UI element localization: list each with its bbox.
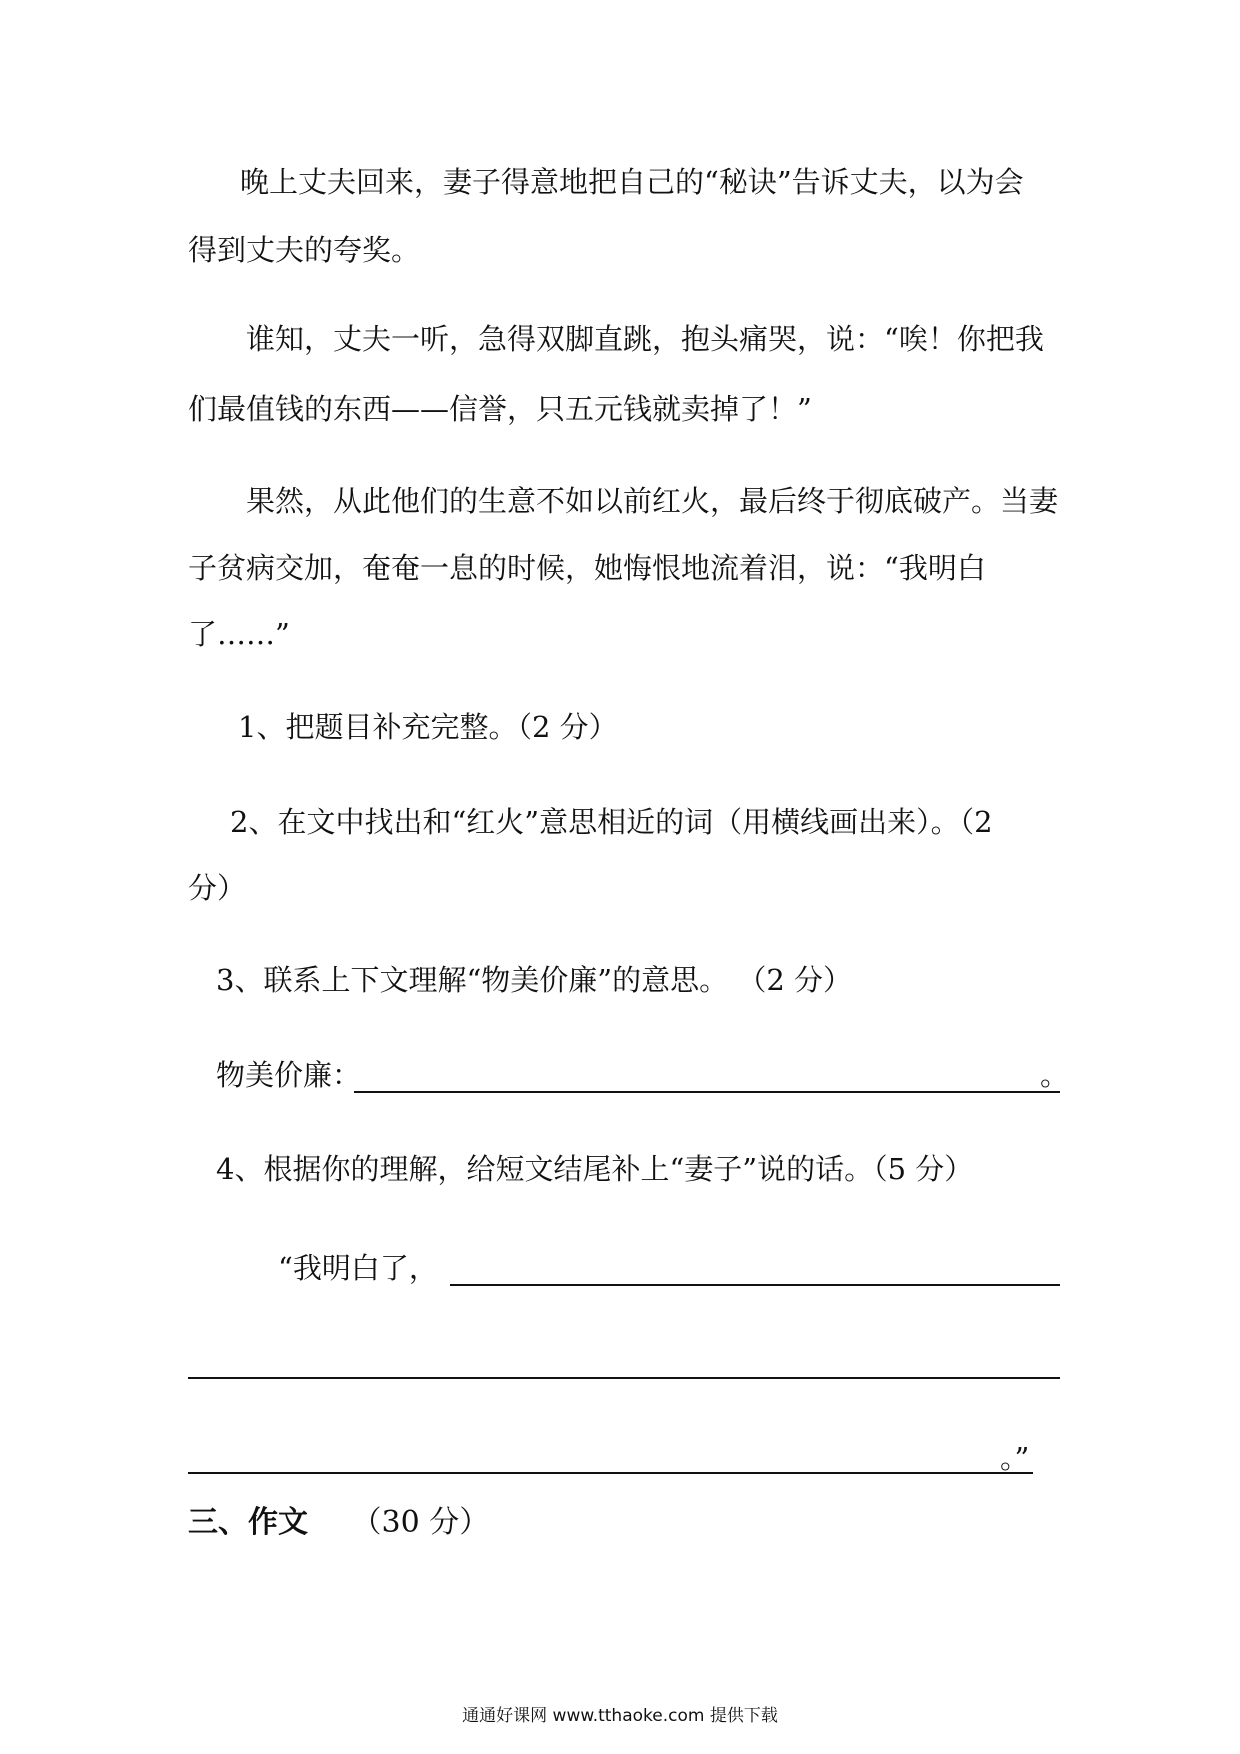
question-2-line1: 2、在文中找出和“红火”意思相近的词（用横线画出来）。（2 (230, 805, 993, 839)
story-p3-line3: 了……” (188, 617, 290, 651)
story-p2-line2: 们最值钱的东西——信誉，只五元钱就卖掉了！” (188, 392, 812, 426)
question-3: 3、联系上下文理解“物美价廉”的意思。 （2 分） (216, 963, 852, 997)
story-p3-line2: 子贫病交加，奄奄一息的时候，她悔恨地流着泪，说：“我明白 (188, 551, 986, 585)
footer-credit: 通通好课网 www.tthaoke.com 提供下载 (462, 1706, 778, 1726)
story-p1-line2: 得到丈夫的夸奖。 (188, 233, 421, 267)
question-4-lead: “我明白了， (278, 1251, 438, 1285)
question-3-label: 物美价廉： (216, 1058, 362, 1092)
answer-line-q4-1[interactable] (450, 1284, 1060, 1286)
section-3-title: 三、作文 (188, 1505, 308, 1540)
question-4: 4、根据你的理解，给短文结尾补上“妻子”说的话。（5 分） (216, 1152, 974, 1186)
question-4-closing: 。” (1000, 1441, 1030, 1475)
question-2-line2: 分） (188, 871, 247, 905)
story-p3-line1: 果然，从此他们的生意不如以前红火，最后终于彻底破产。当妻 (246, 484, 1059, 518)
question-3-period: 。 (1040, 1058, 1070, 1092)
question-1: 1、把题目补充完整。（2 分） (238, 710, 618, 744)
answer-line-q3-tail (1036, 1091, 1060, 1093)
answer-line-q4-3[interactable] (188, 1472, 1033, 1474)
story-p2-line1: 谁知，丈夫一听，急得双脚直跳，抱头痛哭，说：“唉！你把我 (246, 322, 1044, 356)
section-3-heading (188, 1505, 490, 1540)
story-p1-line1: 晚上丈夫回来，妻子得意地把自己的“秘诀”告诉丈夫，以为会 (240, 165, 1024, 199)
answer-line-q4-2[interactable] (188, 1377, 1060, 1379)
section-3-score: （30 分） (351, 1505, 490, 1540)
answer-line-q3[interactable] (354, 1091, 1036, 1093)
